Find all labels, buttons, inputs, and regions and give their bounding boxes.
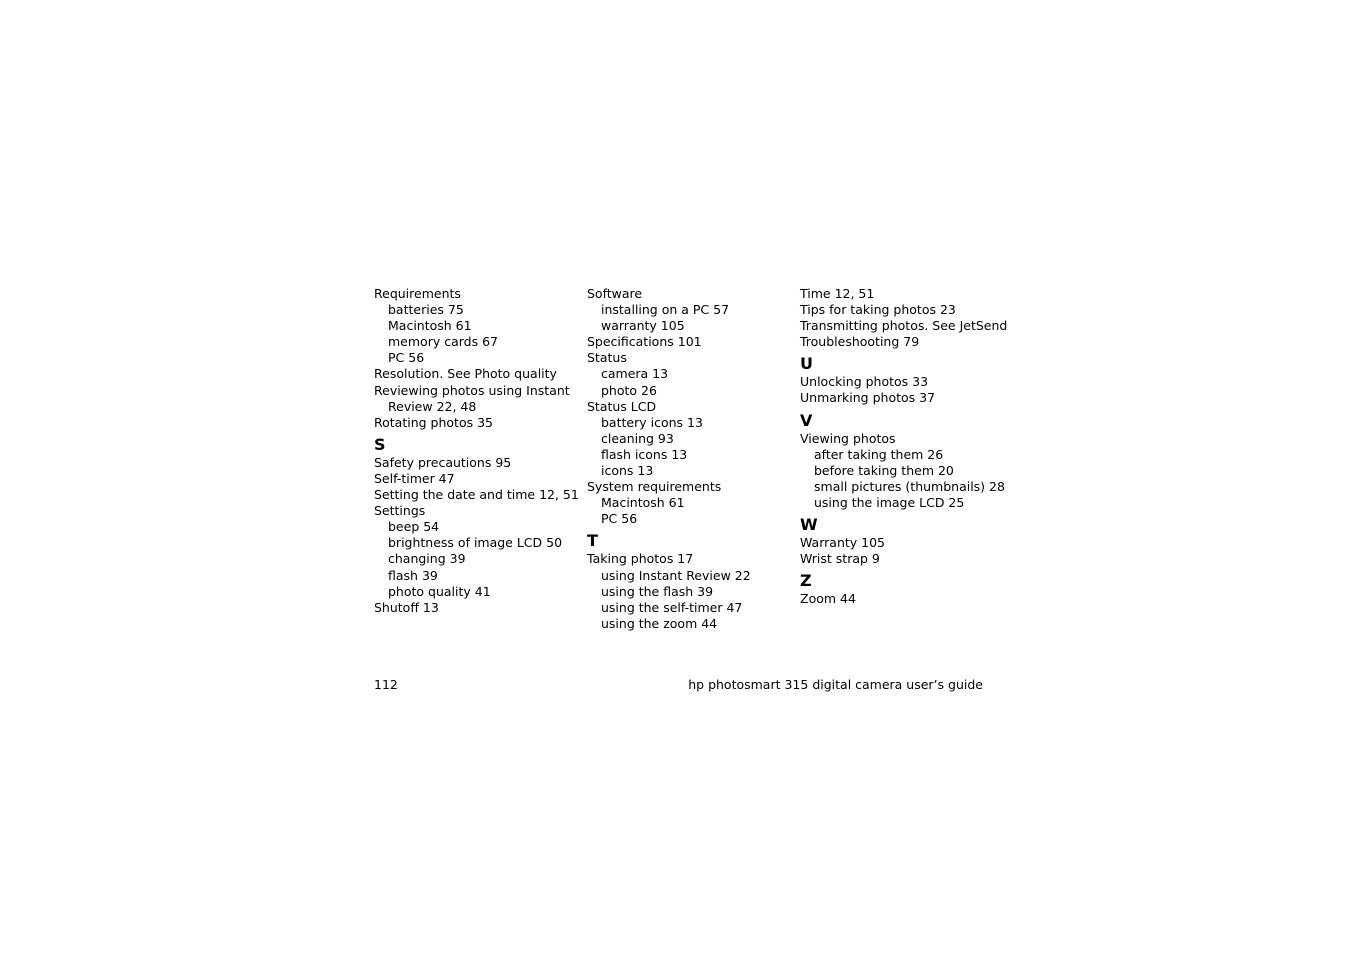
index-subentry: before taking them 20 (814, 462, 954, 478)
index-entry: Tips for taking photos 23 (800, 302, 956, 318)
index-subentry: batteries 75 (388, 302, 464, 318)
index-entry: System requirements (587, 479, 722, 495)
index-entry: Reviewing photos using Instant (374, 382, 570, 398)
index-subentry: beep 54 (388, 519, 440, 535)
index-entry: Unlocking photos 33 (800, 374, 929, 390)
index-entry: Transmitting photos. See JetSend (800, 318, 1008, 334)
page-number: 112 (374, 677, 398, 692)
index-entry: Warranty 105 (800, 535, 885, 551)
index-letter-heading: S (374, 434, 386, 454)
index-subentry: using the zoom 44 (601, 615, 718, 631)
index-entry: Troubleshooting 79 (800, 334, 920, 350)
index-letter-heading: W (800, 515, 818, 535)
index-subentry: changing 39 (388, 551, 466, 567)
index-subentry: installing on a PC 57 (601, 302, 730, 318)
index-entry: Viewing photos (800, 430, 896, 446)
index-column-2 (587, 286, 792, 632)
index-entry: Resolution. See Photo quality (374, 366, 557, 382)
index-subentry: PC 56 (388, 350, 425, 366)
index-entry: Unmarking photos 37 (800, 390, 936, 406)
index-entry: Shutoff 13 (374, 599, 439, 615)
index-entry: Rotating photos 35 (374, 414, 493, 430)
index-subentry: camera 13 (601, 366, 669, 382)
index-column-3 (800, 286, 1008, 607)
index-letter-heading: T (587, 531, 598, 551)
index-entry: Setting the date and time 12, 51 (374, 487, 579, 503)
index-subentry: using the flash 39 (601, 583, 714, 599)
index-subentry: warranty 105 (601, 318, 685, 334)
index-subentry: brightness of image LCD 50 (388, 535, 563, 551)
index-entry: Specifications 101 (587, 334, 702, 350)
index-column-1 (374, 286, 579, 616)
index-subentry: icons 13 (601, 463, 654, 479)
index-entry: Status LCD (587, 398, 657, 414)
index-subentry: photo quality 41 (388, 583, 491, 599)
index-entry: Time 12, 51 (800, 286, 875, 301)
index-letter-heading: Z (800, 571, 812, 591)
index-entry: Requirements (374, 286, 461, 301)
index-subentry: Macintosh 61 (388, 318, 472, 334)
index-subentry: using Instant Review 22 (601, 567, 751, 583)
index-entry: Zoom 44 (800, 591, 856, 607)
index-subentry: photo 26 (601, 382, 657, 398)
index-subentry: using the self-timer 47 (601, 599, 743, 615)
index-subentry: memory cards 67 (388, 334, 498, 350)
index-entry: Status (587, 350, 627, 366)
index-subentry: flash icons 13 (601, 446, 688, 462)
index-subentry: battery icons 13 (601, 414, 703, 430)
index-entry: Wrist strap 9 (800, 551, 880, 567)
index-subentry: using the image LCD 25 (814, 494, 965, 510)
index-subentry: Macintosh 61 (601, 495, 685, 511)
index-subentry: PC 56 (601, 511, 638, 527)
index-entry: Taking photos 17 (587, 551, 694, 567)
index-subentry: cleaning 93 (601, 430, 674, 446)
index-entry: Safety precautions 95 (374, 454, 512, 470)
index-subentry: Review 22, 48 (388, 398, 477, 414)
index-subentry: small pictures (thumbnails) 28 (814, 478, 1005, 494)
guide-title: hp photosmart 315 digital camera user’s guide (688, 677, 983, 692)
index-letter-heading: V (800, 410, 813, 430)
index-entry: Self-timer 47 (374, 470, 455, 486)
index-letter-heading: U (800, 354, 813, 374)
index-subentry: flash 39 (388, 567, 438, 583)
index-subentry: after taking them 26 (814, 446, 944, 462)
index-entry: Software (587, 286, 643, 301)
index-entry: Settings (374, 503, 426, 519)
